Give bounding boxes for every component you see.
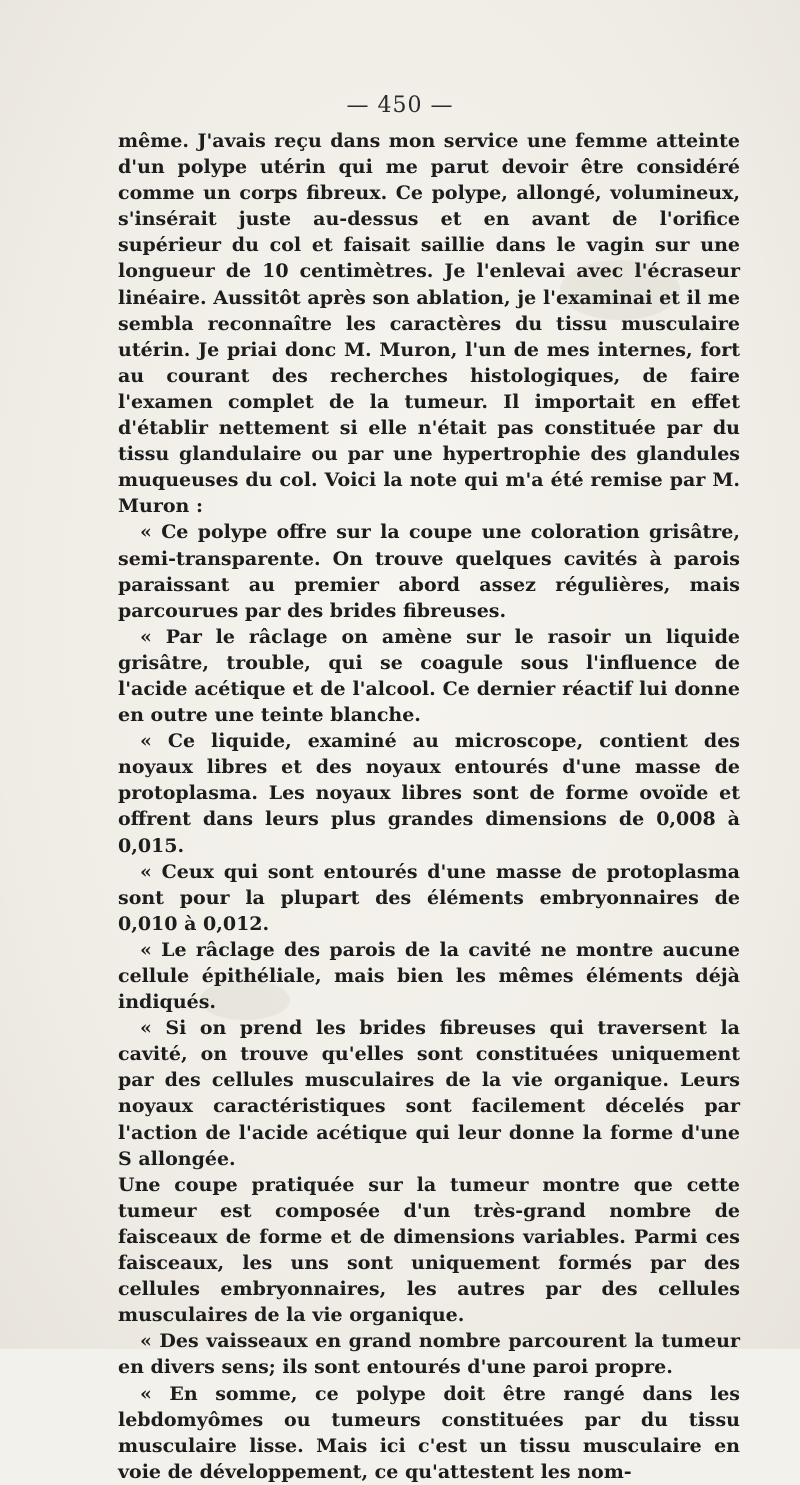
body-text (118, 128, 740, 1485)
paragraph: « Ceux qui sont entourés d'une masse de protoplasma sont pour la plupart des éléments embryonnaires de 0,010 à 0,012. (118, 860, 740, 935)
paragraph: « En somme, ce polype doit être rangé dans les lebdomyômes ou tumeurs constituées par du tissu musculaire lisse. Mais ici c'est un tissu musculaire en voie de développement, ce qu'attestent les nom- (118, 1382, 740, 1483)
paragraph: « Le râclage des parois de la cavité ne montre aucune cellule épithéliale, mais bien les mêmes éléments déjà indiqués. (118, 938, 740, 1014)
paragraph: « Ce polype offre sur la coupe une coloration grisâtre, semi-transparente. On trouve quelques cavités à parois paraissant au premier abord assez régulières, mais parcourues par des brides fibreuses. (118, 521, 740, 622)
paragraph: même. J'avais reçu dans mon service une femme atteinte d'un polype utérin qui me parut devoir être considéré comme un corps fibreux. Ce polype, allongé, volumineux, s'insérait juste au-dessus et en avant de l'orifice supérieur du col et faisait saillie dans le vagin sur une longueur de 10 centimètres. Je l'enlevai avec l'écraseur linéaire. Aussitôt après son ablation, je l'examinai et il me sembla reconnaître les caractères du tissu musculaire utérin. Je priai donc M. Muron, l'un de mes internes, fort au courant des recherches histologiques, de faire l'examen complet de la tumeur. Il importait en effet d'établir nettement si elle n'était pas constituée par du tissu glandulaire ou par une hypertrophie des glandules muqueuses du col. Voici la note qui m'a été remise par M. Muron : (118, 130, 740, 518)
paragraph: « Par le râclage on amène sur le rasoir un liquide grisâtre, trouble, qui se coagule sous l'influence de l'acide acétique et de l'alcool. Ce dernier réactif lui donne en outre une teinte blanche. (118, 625, 740, 727)
paragraph: « Ce liquide, examiné au microscope, contient des noyaux libres et des noyaux entourés d'une masse de protoplasma. Les noyaux libres sont de forme ovoïde et offrent dans leurs plus grandes dimensions de 0,008 à 0,015. (118, 730, 740, 857)
paragraph: « Des vaisseaux en grand nombre parcourent la tumeur en divers sens; ils sont entourés d'une paroi propre. (118, 1330, 740, 1379)
paragraph: « Si on prend les brides fibreuses qui traversent la cavité, on trouve qu'elles sont constituées uniquement par des cellules musculaires de la vie organique. Leurs noyaux caractéristiques sont facilement décelés par l'action de l'acide acétique qui leur donne la forme d'une S allongée. (118, 1017, 740, 1170)
paragraph: Une coupe pratiquée sur la tumeur montre que cette tumeur est composée d'un très-grand nombre de faisceaux de forme et de dimensions variables. Parmi ces faisceaux, les uns sont uniquement formés par des cellules embryonnaires, les autres par des cellules musculaires de la vie organique. (118, 1173, 740, 1327)
page-number: — 450 — (346, 93, 454, 118)
